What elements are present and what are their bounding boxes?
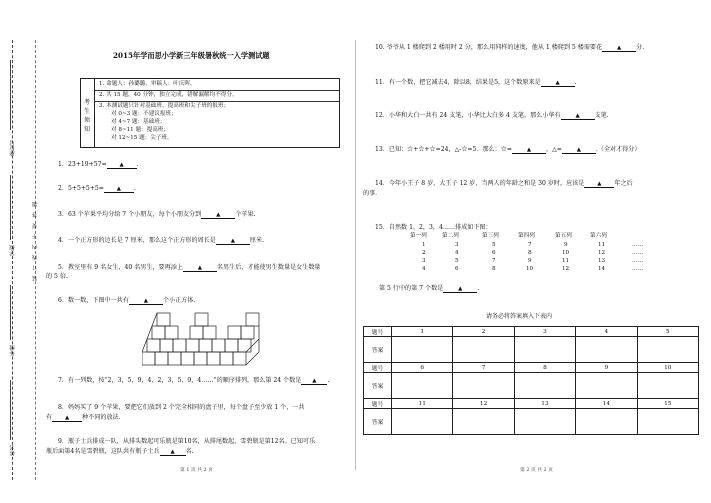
question-14 [375,180,633,188]
question-number: 1 [392,327,453,337]
question-5-line2: 的 5 倍. [46,273,68,280]
grid-cell: 12 [598,250,606,256]
grid-cell: 8 [492,266,496,272]
answer-sheet-caption: 请务必将答案填入下表内 [486,313,553,320]
grid-header: 第四列 [518,233,535,239]
grid-cell: 12 [562,266,570,272]
answer-cell[interactable] [576,409,637,435]
answer-blank: ▲ [443,286,477,293]
grid-cell: 10 [562,250,570,256]
answer-blank: ▲ [584,181,614,188]
notice-item: 对 8~11 题：提高班； [111,127,170,133]
answer-blank: ▲ [104,186,134,193]
question-text: ，△= [545,146,562,153]
answer-cell[interactable] [514,337,575,363]
question-8-line2 [46,414,121,422]
answer-cell[interactable] [453,409,514,435]
question-15-ask [379,285,479,293]
question-10 [375,44,644,52]
question-text: 14．今年小王子 8 岁，大王子 12 岁，当两人的年龄之和是 30 岁时，应该是 [375,180,585,187]
question-number-label: 题号 [364,363,392,373]
grid-cell: 3 [422,258,426,264]
grid-cell: …… [632,258,644,264]
question-text: 个苹果. [235,211,256,218]
notice-label-char: 考 [84,99,91,106]
question-11 [375,79,577,87]
question-text: 2．5+5+5+5= [58,185,104,192]
question-text: 11．有一个数，把它减去4，除以8，结果是5，这个数原来是 [375,79,541,86]
question-13 [375,146,640,154]
question-text: 瓶后面第4名是雪碧瓶，这队共有瓶子士兵 [46,448,160,455]
page-divider [355,40,356,470]
answer-cell[interactable] [576,337,637,363]
answer-cell[interactable] [637,409,698,435]
notice-item: 2. 共 15 题，40 分钟，独立完成，错解漏解均不得分。 [99,92,238,98]
grid-header: 第三列 [482,233,499,239]
notice-item: 对 12~15 题：尖子班。 [111,135,173,141]
question-number: 5 [637,327,698,337]
notice-label [81,79,95,147]
question-text: 年之后 [614,180,633,187]
grid-cell: 7 [528,242,532,248]
question-3 [58,211,255,219]
question-number: 9 [576,363,637,373]
answer-cell[interactable] [392,373,453,399]
question-text: . [133,185,136,192]
notice-item: 3. 本测试题只针对基础班、提高班和尖子班的报班； [99,103,230,109]
question-4 [58,237,264,245]
question-text: 个小正方体. [162,297,196,304]
notice-item: 1. 命题人：孙璐璐，审稿人：叶庆晖。 [99,81,196,87]
school-fill-line [10,175,11,240]
grid-cell: 11 [598,242,606,248]
answer-cell[interactable] [453,337,514,363]
binding-dashed-line [12,40,13,480]
notice-item: 对 0~3 题：不建议报班； [111,111,177,117]
grid-cell: …… [632,250,644,256]
answer-blank: ▲ [201,212,235,219]
answer-table [363,326,699,435]
answer-blank: ▲ [562,147,596,154]
question-text: 有 [46,414,53,421]
question-text: 10. 爷爷从 1 楼爬到 2 楼用时 2 分，那么用同样的速度，他从 1 楼爬到 5 楼需要花 [375,44,603,51]
question-text: 种不同的放法. [82,414,121,421]
grid-cell: …… [632,242,644,248]
grid-cell: 5 [455,258,459,264]
answer-cell[interactable] [514,373,575,399]
question-7 [58,377,329,385]
answer-blank: ▲ [160,449,186,456]
question-text: 6．数一数，下图中一共有 [58,297,129,304]
answer-blank: ▲ [301,378,327,385]
question-14-line2: 的事. [363,190,378,197]
page-footer-left: 第 1 页 共 2 页 [180,468,213,473]
answer-cell[interactable] [637,337,698,363]
notice-box [80,78,340,148]
question-9-line1: 9．瓶子士兵排成一队，从排头数起可乐瓶是第10名，从排尾数起，雪碧瓶是第12名。已知可乐 [58,438,316,445]
question-text: 第 5 行中的第 7 个数是 [379,285,444,292]
question-text: 分. [636,44,645,51]
grid-header: 第二列 [442,233,459,239]
grid-header: 第六列 [590,233,607,239]
page-footer-right: 第 2 页 共 2 页 [520,468,553,473]
question-6 [58,297,195,305]
question-number-label: 题号 [364,399,392,409]
answer-blank: ▲ [129,298,163,305]
question-text: . [136,161,139,168]
question-number: 11 [392,399,453,409]
notice-label-char: 生 [84,108,91,115]
grid-header: 第五列 [555,233,572,239]
notice-rule [94,101,339,102]
answer-blank: ▲ [512,147,546,154]
answer-cell[interactable] [392,409,453,435]
question-number-label: 题号 [364,327,392,337]
answer-cell[interactable] [576,373,637,399]
seal-line-text: 装 订 线 内 不 要 答 题 [32,200,38,282]
grid-cell: 9 [528,258,532,264]
grid-header: 第一列 [410,233,427,239]
grid-cell: 2 [422,250,426,256]
grid-cell: 6 [455,266,459,272]
question-12 [375,112,609,120]
question-1 [58,161,139,169]
name-fill-line [10,380,11,440]
grid-cell: 4 [455,250,459,256]
question-text: 1．23+19+57= [58,161,107,168]
question-number: 6 [392,363,453,373]
question-text: 名. [185,448,194,455]
question-2 [58,185,136,193]
question-text: 3．63 个苹果平均分给 7 个小朋友，每个小朋友分到 [58,211,202,218]
question-9-line2 [46,448,194,456]
grid-cell: 4 [422,266,426,272]
question-text: 名男生后，才能使男生数量是女生数量 [216,264,321,271]
grid-cell: 13 [598,258,606,264]
answer-blank: ▲ [541,80,575,87]
grid-cell: …… [632,266,644,272]
question-text: 4．一个正方形的边长是 7 厘米，那么这个正方形的周长是 [58,237,216,244]
notice-label-char: 知 [84,126,91,133]
exam-title: 2015年学而思小学新三年级暑秋统一入学测试题 [113,51,270,60]
question-number: 4 [576,327,637,337]
question-text: 5．教室里有 9 名女生，40 名男生，要再添上 [58,264,183,271]
grid-cell: 1 [422,242,426,248]
question-text: 12．小华和大白一共有 24 支笔，小华比大白多 4 支笔，那么小华有 [375,112,561,119]
answer-cell[interactable] [514,409,575,435]
seat-fill-line [10,60,11,130]
question-text: . [327,377,330,384]
grid-cell: 7 [492,258,496,264]
question-5 [58,264,321,272]
question-text: .（全对才得分） [595,146,641,153]
answer-cell[interactable] [637,373,698,399]
grade-fill-line [10,285,11,340]
question-number: 10 [637,363,698,373]
grid-cell: 9 [564,242,568,248]
grid-cell: 6 [492,250,496,256]
question-number: 13 [514,399,575,409]
answer-blank: ▲ [602,45,636,52]
notice-rule [94,90,339,91]
answer-blank: ▲ [216,238,250,245]
answer-blank: ▲ [107,162,137,169]
grid-cell: 11 [562,258,570,264]
grid-cell: 8 [528,250,532,256]
answer-cell[interactable] [453,373,514,399]
answer-label: 答案 [364,337,392,363]
school-label: 学校 [10,245,16,256]
notice-item: 对 4~7 题：基础班； [111,119,166,125]
question-text: 7．有一列数，按“2，3，5，9，4，2，3，5，9，4……”的顺序排列，那么第 24 个数是 [58,377,302,384]
question-text: 支笔. [594,112,609,119]
question-text: . [477,285,480,292]
notice-label-char: 须 [84,117,91,124]
question-number: 14 [576,399,637,409]
answer-label: 答案 [364,373,392,399]
question-number: 8 [514,363,575,373]
grid-cell: 10 [526,266,534,272]
answer-cell[interactable] [392,337,453,363]
answer-label: 答案 [364,409,392,435]
question-number: 3 [514,327,575,337]
cube-figure [142,312,262,372]
question-15-intro: 15．自然数 1，2，3，4……排成如下图： [375,224,492,231]
question-8-line1: 8．妈妈买了 9 个苹果，要把它们放到 2 个完全相同的盘子里，每个盘子至少放 1 个，一共 [58,404,305,411]
question-text: 厘米. [249,237,265,244]
question-text: . [574,79,577,86]
grid-cell: 14 [598,266,606,272]
number-grid [410,232,670,278]
question-text: 13．已知：☆+☆+☆=24，△-☆=5．那么：☆= [375,146,512,153]
question-number: 7 [453,363,514,373]
seat-label: 座位号 [10,140,16,157]
answer-blank: ▲ [561,113,595,120]
grid-cell: 3 [455,242,459,248]
name-label: 姓名 [10,445,16,456]
answer-blank: ▲ [183,265,217,272]
question-number: 12 [453,399,514,409]
question-number: 15 [637,399,698,409]
answer-blank: ▲ [52,415,82,422]
grid-cell: 5 [492,242,496,248]
grade-label: 年级 [10,345,16,356]
question-number: 2 [453,327,514,337]
